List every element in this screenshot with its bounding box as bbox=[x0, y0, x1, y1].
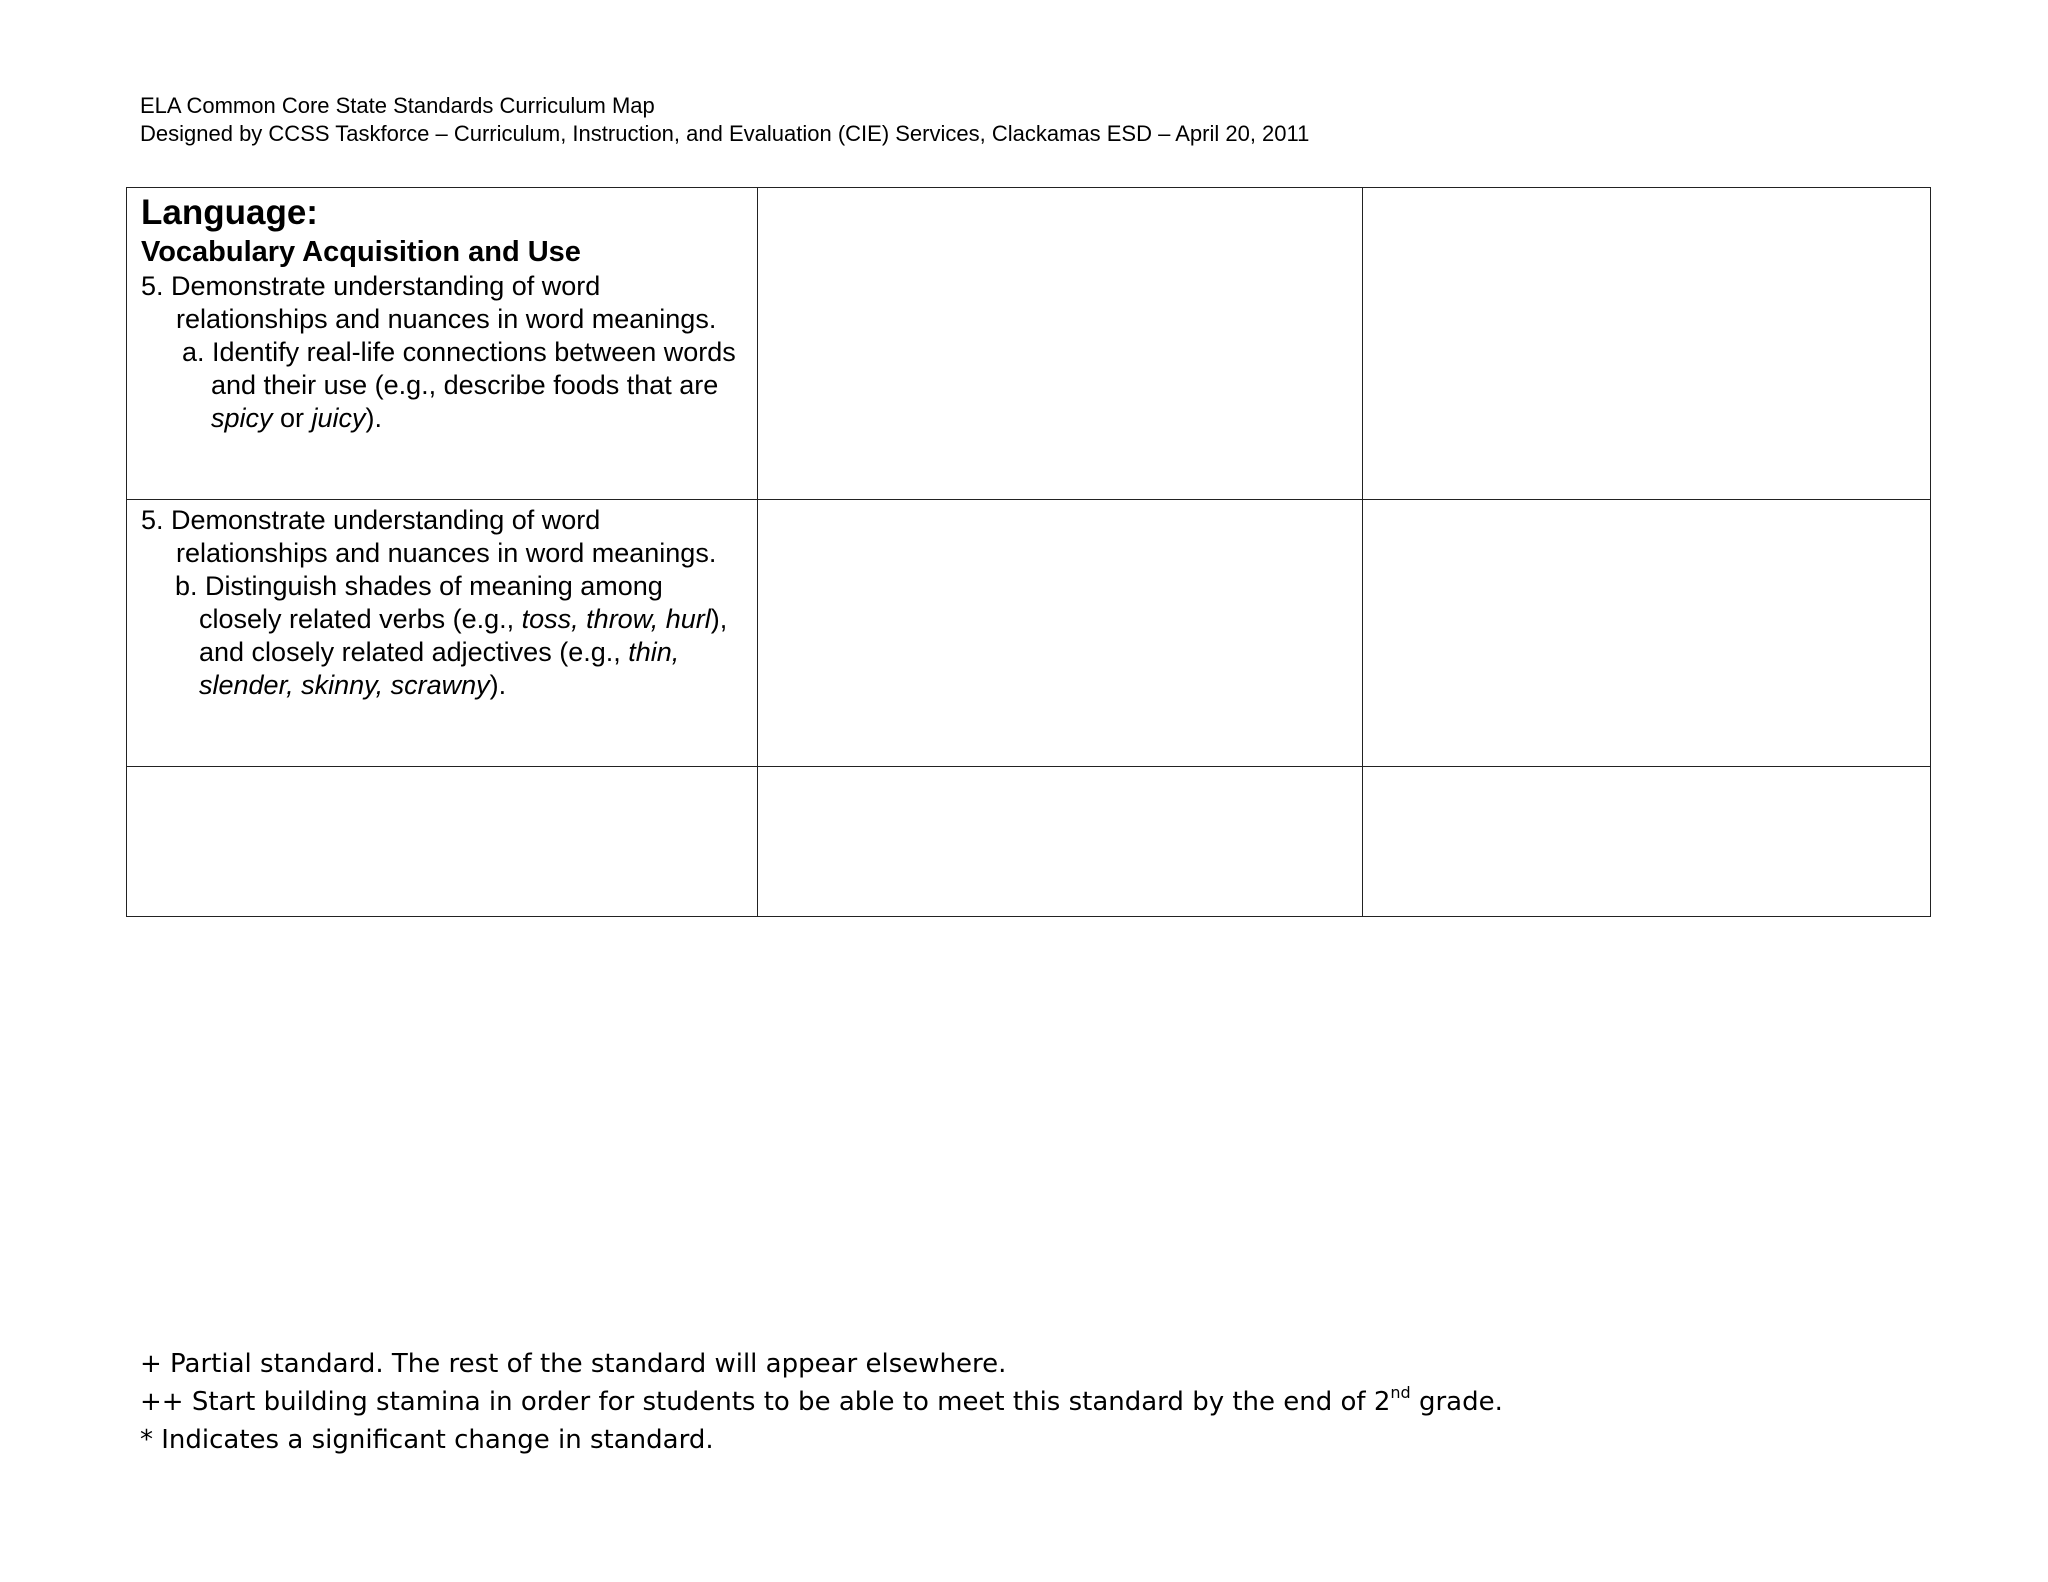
empty-cell bbox=[1363, 188, 1931, 500]
footnote-partial: + Partial standard. The rest of the standard will appear elsewhere. bbox=[140, 1349, 1007, 1379]
header-title: ELA Common Core State Standards Curriculum Map bbox=[140, 93, 655, 118]
table-row bbox=[127, 767, 1931, 917]
substandard-text: b. Distinguish shades of meaning among closely related verbs (e.g., toss, throw, hurl), and closely related adjectives (e.g., thin, slender, skinny, scrawny). bbox=[175, 571, 728, 700]
standard-cell bbox=[127, 188, 758, 500]
empty-cell bbox=[758, 767, 1363, 917]
empty-cell bbox=[1363, 767, 1931, 917]
empty-cell bbox=[758, 500, 1363, 767]
table-row bbox=[127, 188, 1931, 500]
standard-text: 5. Demonstrate understanding of word relationships and nuances in word meanings. bbox=[141, 505, 717, 568]
table-row bbox=[127, 500, 1931, 767]
curriculum-map-table bbox=[126, 187, 1931, 917]
empty-cell bbox=[127, 767, 758, 917]
section-subheading: Vocabulary Acquisition and Use bbox=[141, 236, 581, 268]
standard-text: 5. Demonstrate understanding of word relationships and nuances in word meanings. bbox=[141, 271, 717, 334]
substandard-text: a. Identify real-life connections between words and their use (e.g., describe foods that are spicy or juicy). bbox=[182, 337, 736, 433]
document-header bbox=[140, 92, 1309, 148]
footnotes bbox=[140, 1345, 1503, 1459]
empty-cell bbox=[1363, 500, 1931, 767]
empty-cell bbox=[758, 188, 1363, 500]
header-credit: Designed by CCSS Taskforce – Curriculum, Instruction, and Evaluation (CIE) Services, Clackamas ESD – April 20, 2011 bbox=[140, 121, 1310, 146]
standard-cell bbox=[127, 500, 758, 767]
footnote-significant-change: * Indicates a significant change in standard. bbox=[140, 1425, 714, 1455]
footnote-stamina: ++ Start building stamina in order for students to be able to meet this standard by the end of 2nd grade. bbox=[140, 1383, 1503, 1417]
section-heading: Language: bbox=[141, 193, 318, 232]
